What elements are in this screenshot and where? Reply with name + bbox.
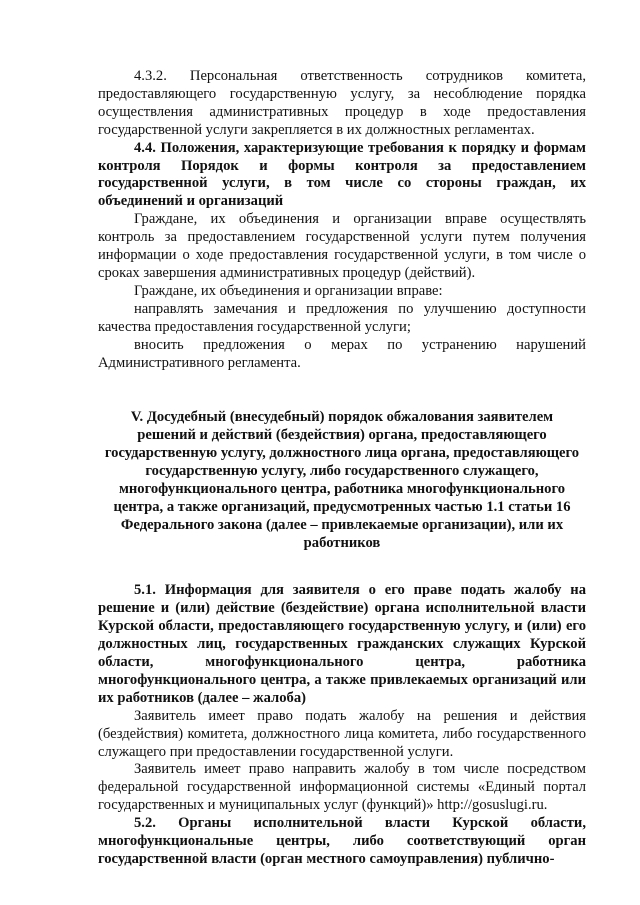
paragraph-4-4-heading: 4.4. Положения, характеризующие требования к порядку и формам контроля Порядок и формы контроля за предоставлением государственной услуги, в том числе со стороны граждан, их объединений и организаций bbox=[98, 139, 586, 210]
paragraph-remarks: направлять замечания и предложения по улучшению доступности качества предоставления государственной услуги; bbox=[98, 300, 586, 335]
paragraph-proposals: вносить предложения о мерах по устранению нарушений Административного регламента. bbox=[98, 336, 586, 371]
paragraph-5-2-heading: 5.2. Органы исполнительной власти Курской области, многофункциональные центры, либо соответствующий орган государственной власти (орган местного самоуправления) публично- bbox=[98, 815, 586, 867]
document-body bbox=[98, 68, 586, 869]
paragraph-citizens-control: Граждане, их объединения и организации вправе осуществлять контроль за предоставлением государственной услуги путем получения информации о ходе предоставления государственной услуги, в том числе о сроках завершения административных процедур (действий). bbox=[98, 211, 586, 281]
paragraph-complaint-right: Заявитель имеет право подать жалобу на решения и действия (бездействия) комитета, должностного лица комитета, либо государственного служащего при предоставлении государственной услуги. bbox=[98, 707, 586, 760]
paragraph-citizens-rights: Граждане, их объединения и организации вправе: bbox=[134, 282, 443, 299]
paragraph-5-1-heading: 5.1. Информация для заявителя о его праве подать жалобу на решение и (или) действие (бездействие) органа исполнительной власти Курской области, предоставляющего государственную услугу, и (или) его должностных лиц, государственных гражданских служащих Курской области, многофункционального центра, работника многофункционального центра, а также привлекаемых организаций или их работников (далее – жалоба) bbox=[98, 582, 586, 706]
paragraph-4-3-2: 4.3.2. Персональная ответственность сотрудников комитета, предоставляющего государственную услугу, за несоблюдение порядка осуществления административных процедур в ходе предоставления государственной услуги закрепляется в их должностных регламентах. bbox=[98, 68, 586, 138]
section-v-title: V. Досудебный (внесудебный) порядок обжалования заявителем решений и действий (бездействия) органа, предоставляющего государственную услугу, должностного лица органа, предоставляющего государственную услугу, либо государственного служащего, многофункционального центра, работника многофункционального центра, а также организаций, предусмотренных частью 1.1 статьи 16 Федерального закона (далее – привлекаемые организации), или их работников bbox=[104, 409, 580, 552]
section-gap bbox=[98, 552, 586, 582]
paragraph-complaint-portal: Заявитель имеет право направить жалобу в том числе посредством федеральной государственной информационной системы «Единый портал государственных и муниципальных услуг (функций)» http://gosuslugi.ru. bbox=[98, 761, 586, 814]
